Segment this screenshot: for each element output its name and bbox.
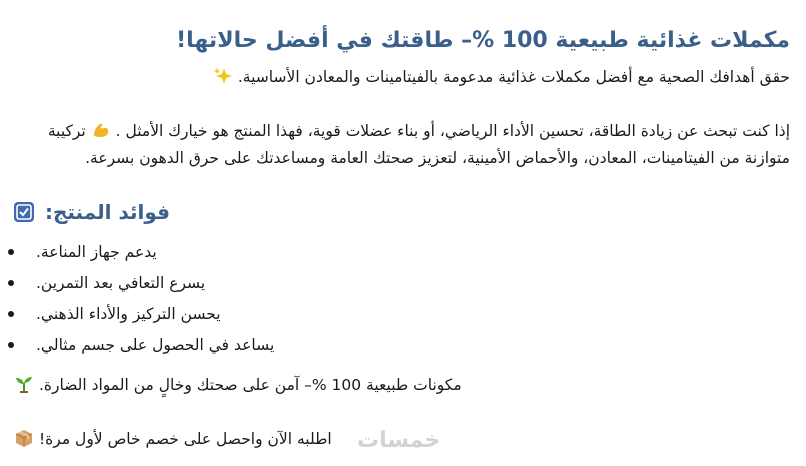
list-item-text: يحسن التركيز والأداء الذهني. [36,304,221,323]
sparkles-icon [213,66,233,86]
list-item [8,236,368,267]
package-icon [14,428,34,448]
bullet-icon [8,280,14,286]
list-item-text: يدعم جهاز المناعة. [36,242,157,261]
paragraph-line-2: متوازنة من الفيتامينات، المعادن، والأحماض الأمينية، لتعزيز صحتك العامة ومساعدتك على حرق الدهون بسرعة. [85,149,790,167]
paragraph-line-1 [48,120,790,140]
document-title: مكملات غذائية طبيعية 100 %– طاقتك في أفضل حالاتها! [176,28,790,53]
benefits-heading [14,200,790,224]
list-item [8,298,368,329]
benefits-list [8,236,368,360]
paragraph-line-1-text: إذا كنت تبحث عن زيادة الطاقة، تحسين الأداء الرياضي، أو بناء عضلات قوية، فهذا المنتج هو خيارك الأمثل . [115,122,790,140]
ingredients-line [14,374,462,394]
benefits-heading-text: فوائد المنتج: [44,200,170,224]
offer-text: اطلبه الآن واحصل على خصم خاص لأول مرة! [38,430,332,448]
check-box-icon [14,202,34,222]
list-item-text: يسرع التعافي بعد التمرين. [36,273,206,292]
watermark: خمسات [357,428,441,453]
list-item-text: يساعد في الحصول على جسم مثالي. [36,335,275,354]
list-item [8,329,368,360]
list-item [8,267,368,298]
ingredients-text: مكونات طبيعية 100 %– آمن على صحتك وخالٍ من المواد الضارة. [38,376,462,394]
bullet-icon [8,249,14,255]
intro-text: حقق أهدافك الصحية مع أفضل مكملات غذائية مدعومة بالفيتامينات والمعادن الأساسية. [237,68,790,86]
intro-line [213,66,790,86]
flexed-biceps-icon [91,120,111,140]
bullet-icon [8,311,14,317]
offer-line [14,428,332,448]
paragraph-line-1-end: تركيبة [47,122,86,140]
bullet-icon [8,342,14,348]
seedling-icon [14,374,34,394]
